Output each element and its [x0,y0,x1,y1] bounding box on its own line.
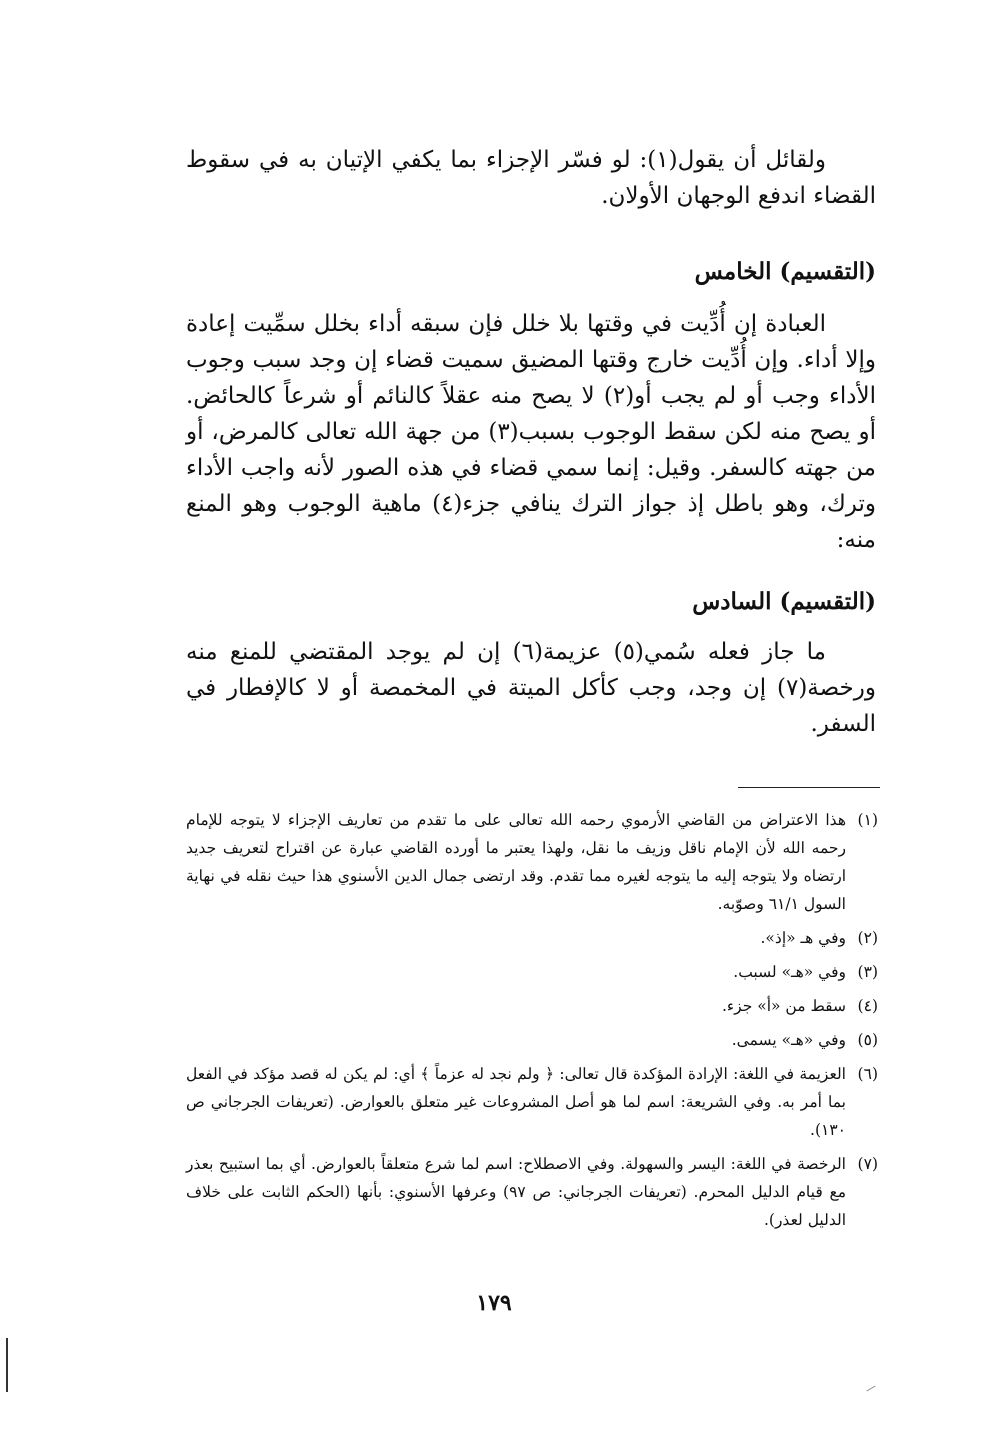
footnote-number: (٣) [857,963,878,981]
footnote-divider [738,787,880,788]
footnote-5 [186,1026,878,1054]
footnote-number: (٧) [857,1155,878,1173]
heading-5-block [186,254,876,290]
footnote-6 [186,1060,878,1144]
footnote-number: (٥) [857,1031,878,1049]
footnote-4 [186,992,878,1020]
footnote-2 [186,924,878,952]
footnote-1 [186,806,878,918]
section-heading-sixth: (التقسيم) السادس [692,588,876,615]
footnote-text: وفي «هـ» يسمى. [731,1031,846,1049]
paragraph-2: العبادة إن أُدِّيت في وقتها بلا خلل فإن سبقه أداء بخلل سمِّيت إعادة وإلا أداء. وإن أُدِّيت خارج وقتها المضيق سميت قضاء إن وجد سبب وجوب الأداء وجب أو لم يجب أو(٢) لا يصح منه عقلاً كالنائم أو شرعاً كالحائض. أو يصح منه لكن سقط الوجوب بسبب(٣) من جهة الله تعالى كالمرض، أو من جهته كالسفر. وقيل: إنما سمي قضاء في هذه الصور لأنه واجب الأداء وترك، وهو باطل إذ جواز الترك ينافي جزء(٤) ماهية الوجوب وهو المنع منه: [186,311,876,553]
footnote-number: (١) [857,811,878,829]
paragraph-2-block [186,306,876,558]
footnote-text: سقط من «أ» جزء. [721,997,846,1015]
heading-6-block [186,584,876,620]
paragraph-3: ما جاز فعله سُمي(٥) عزيمة(٦) إن لم يوجد المقتضي للمنع منه ورخصة(٧) إن وجد، وجب كأكل الميتة في المخمصة أو لا كالإفطار في السفر. [186,639,876,737]
scan-speck [866,1386,875,1392]
footnote-3 [186,958,878,986]
footnote-number: (٤) [857,997,878,1015]
scan-margin-mark [6,1338,8,1392]
section-heading-fifth: (التقسيم) الخامس [694,258,876,285]
footnotes [186,806,878,1240]
paragraph-1-block [186,142,876,214]
footnote-number: (٦) [857,1065,878,1083]
paragraph-1: ولقائل أن يقول(١): لو فسّر الإجزاء بما يكفي الإتيان به في سقوط القضاء اندفع الوجهان الأولان. [186,147,876,209]
footnote-number: (٢) [857,929,878,947]
footnote-text: العزيمة في اللغة: الإرادة المؤكدة قال تعالى: ﴿ ولم نجد له عزماً ﴾ أي: لم يكن له قصد مؤكد في الفعل بما أمر به. وفي الشريعة: اسم لما هو أصل المشروعات غير متعلق بالعوارض. (تعريفات الجرجاني ص ١٣٠). [186,1065,846,1139]
page-number: ١٧٩ [476,1290,512,1316]
footnote-text: هذا الاعتراض من القاضي الأرموي رحمه الله تعالى على ما تقدم من تعاريف الإجزاء لا يتوجه للإمام رحمه الله لأن الإمام ناقل وزيف ما نقل، ولهذا يعتبر ما أورده القاضي عبارة عن اقتراح لتعريف جديد ارتضاه ولا يتوجه إليه ما يتوجه لغيره مما تقدم. وقد ارتضى جمال الدين الأسنوي هذا حيث نقله في نهاية السول ٦١/١ وصوّبه. [186,811,846,913]
footnote-text: الرخصة في اللغة: اليسر والسهولة. وفي الاصطلاح: اسم لما شرع متعلقاً بالعوارض. أي بما استبيح بعذر مع قيام الدليل المحرم. (تعريفات الجرجاني: ص ٩٧) وعرفها الأسنوي: بأنها (الحكم الثابت على خلاف الدليل لعذر). [186,1155,846,1229]
footnote-7 [186,1150,878,1234]
paragraph-3-block [186,634,876,742]
footnote-text: وفي هـ «إذ». [760,929,846,947]
footnote-text: وفي «هـ» لسبب. [733,963,846,981]
